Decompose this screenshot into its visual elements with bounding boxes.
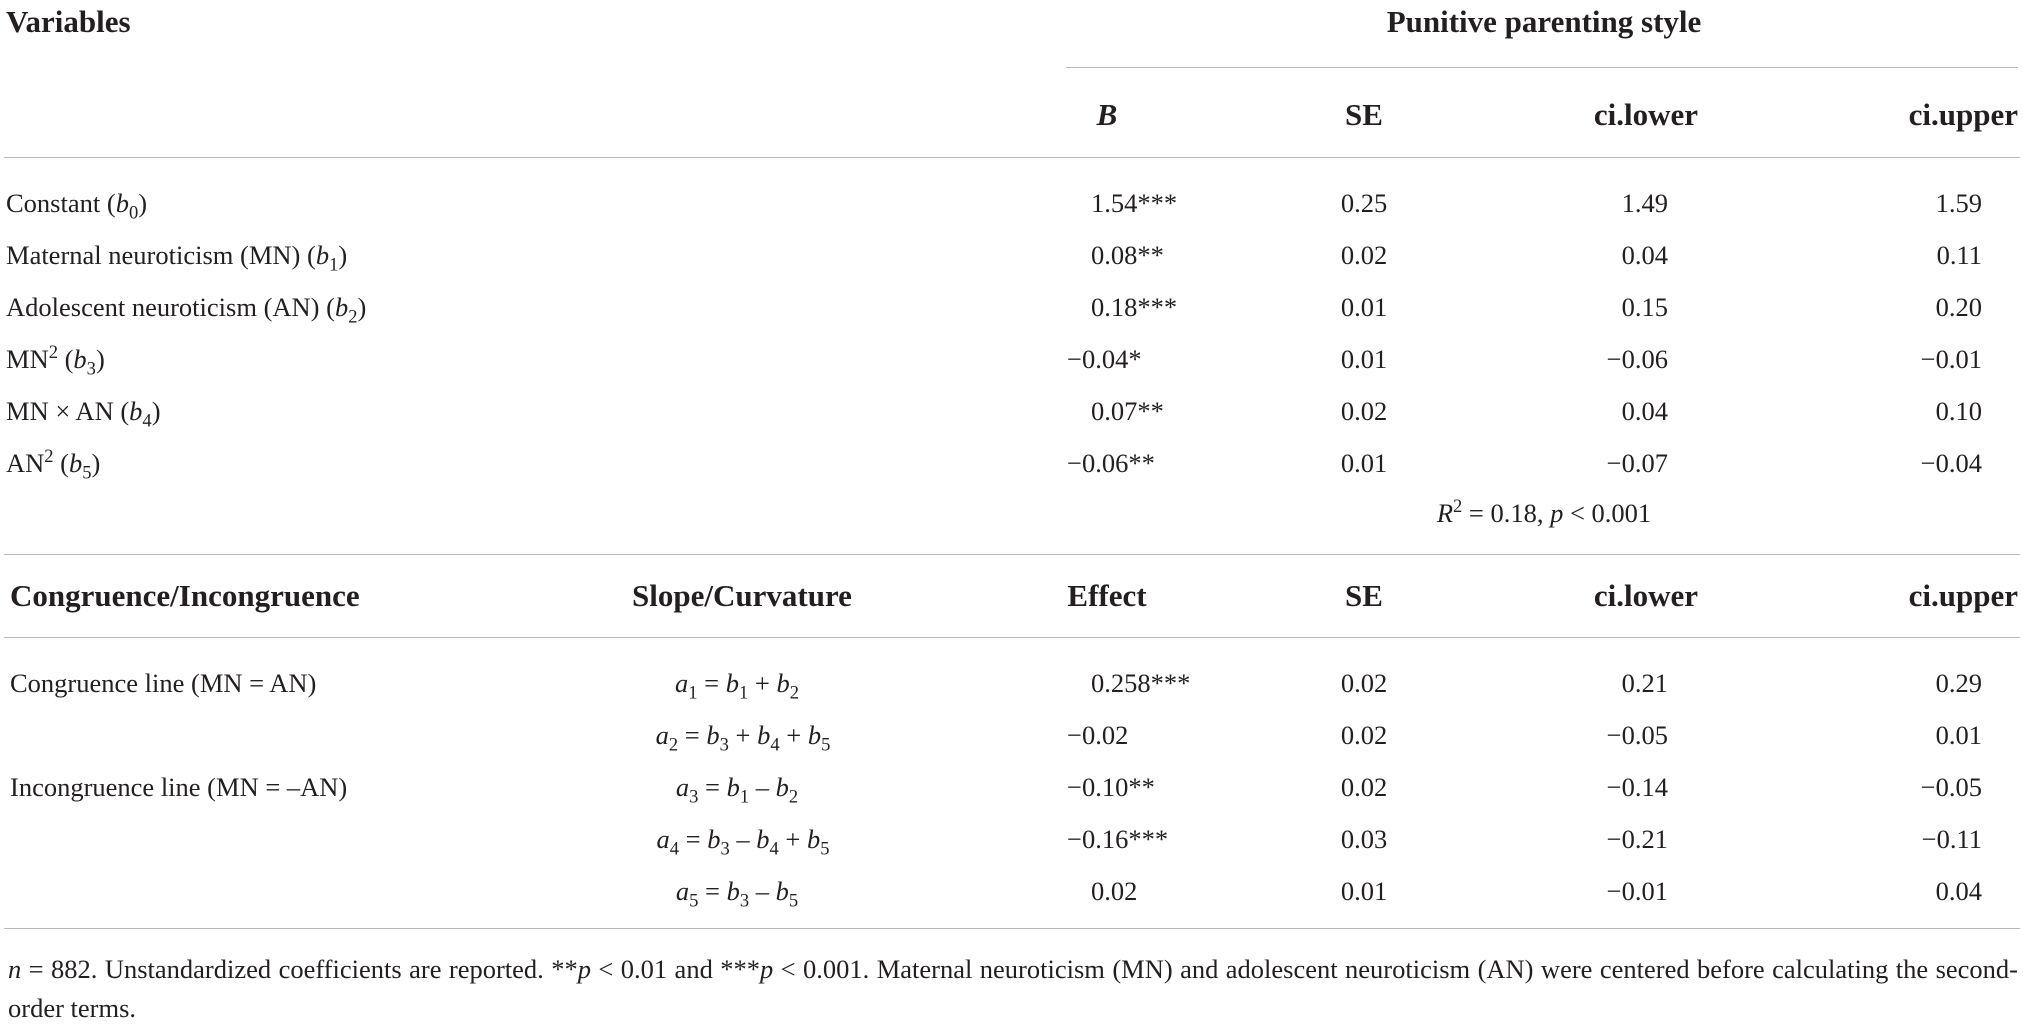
cell-se: 0.01 xyxy=(1340,876,1388,906)
cell-ci-upper: −0.04 xyxy=(1920,448,1982,478)
cell-ci-lower: 0.04 xyxy=(1621,240,1668,270)
row-label: $AN^2$ $(b_5)$ xyxy=(6,446,101,484)
header-congruence: Congruence/Incongruence xyxy=(10,578,360,613)
row-group: Incongruence line (MN = –AN) xyxy=(10,772,348,802)
header-punitive-parenting-style: Punitive parenting style xyxy=(1386,4,1702,39)
section-rule xyxy=(4,554,2020,555)
row-label: Adolescent neuroticism (AN) $(b_2)$ xyxy=(6,292,367,328)
row-label: MN × AN $(b_4)$ xyxy=(6,396,161,432)
group-rule xyxy=(1066,67,2018,68)
row-formula: $a_5 = b_3 - b_5$ xyxy=(675,876,799,912)
cell-se: 0.02 xyxy=(1340,240,1388,270)
cell-ci-lower: −0.01 xyxy=(1606,876,1668,906)
cell-ci-upper: −0.11 xyxy=(1921,824,1982,854)
cell-ci-upper: 1.59 xyxy=(1935,188,1982,218)
cell-se: 0.01 xyxy=(1340,448,1388,478)
header-rule xyxy=(4,157,2020,158)
cell-b: 0.18*** xyxy=(1091,292,1178,322)
header-se-2: SE xyxy=(1345,578,1383,613)
r-squared-line: $R^2 = 0.18$, p < 0.001 xyxy=(1436,496,1652,528)
cell-b: 0.08** xyxy=(1091,240,1164,270)
cell-b: 0.07** xyxy=(1091,396,1164,426)
cell-ci-lower: −0.05 xyxy=(1606,720,1668,750)
table-footnote: n = 882. Unstandardized coefficients are reported. **p < 0.01 and ***p < 0.001. Maternal neuroticism (MN) and adolescent neuroticism (AN) were centered before calculating the second-order terms. xyxy=(8,954,2018,1023)
cell-ci-upper: 0.20 xyxy=(1935,292,1982,322)
cell-effect: −0.16*** xyxy=(1067,824,1169,854)
cell-se: 0.25 xyxy=(1340,188,1388,218)
cell-se: 0.02 xyxy=(1340,772,1388,802)
cell-ci-lower: 1.49 xyxy=(1621,188,1668,218)
cell-ci-lower: 0.15 xyxy=(1621,292,1668,322)
cell-effect: 0.258*** xyxy=(1091,668,1191,698)
cell-ci-lower: −0.06 xyxy=(1606,344,1668,374)
cell-se: 0.01 xyxy=(1340,292,1388,322)
cell-ci-upper: 0.10 xyxy=(1935,396,1982,426)
header-effect: Effect xyxy=(1067,578,1147,613)
header-se: SE xyxy=(1345,97,1383,132)
row-formula: $a_2 = b_3 + b_4 + b_5$ xyxy=(655,720,831,756)
row-label: $MN^2$ $(b_3)$ xyxy=(6,342,105,380)
row-formula: $a_4 = b_3 - b_4 + b_5$ xyxy=(656,824,830,860)
cell-ci-upper: −0.01 xyxy=(1920,344,1982,374)
cell-ci-lower: −0.21 xyxy=(1606,824,1668,854)
cell-effect: −0.10** xyxy=(1067,772,1155,802)
row-formula: $a_3 = b_1 - b_2$ xyxy=(675,772,799,808)
cell-se: 0.03 xyxy=(1340,824,1388,854)
cell-ci-upper: 0.04 xyxy=(1935,876,1982,906)
cell-ci-upper: 0.01 xyxy=(1935,720,1982,750)
row-label: Constant $(b_0)$ xyxy=(6,188,148,224)
row-group: Congruence line (MN = AN) xyxy=(10,668,317,698)
footer-rule xyxy=(4,928,2020,929)
header-b: B xyxy=(1096,97,1118,132)
header-ci-upper: ci.upper xyxy=(1908,97,2018,132)
cell-ci-upper: 0.11 xyxy=(1936,240,1982,270)
cell-effect: −0.02 xyxy=(1067,720,1129,750)
row-label: Maternal neuroticism (MN) $(b_1)$ xyxy=(6,240,348,276)
row-formula: $a_1 = b_1 + b_2$ xyxy=(675,668,799,704)
cell-ci-upper: 0.29 xyxy=(1935,668,1982,698)
cell-b: −0.04* xyxy=(1067,344,1142,374)
header-ci-lower: ci.lower xyxy=(1593,97,1698,132)
cell-se: 0.02 xyxy=(1340,720,1388,750)
header-ci-lower-2: ci.lower xyxy=(1593,578,1698,613)
cell-ci-lower: −0.14 xyxy=(1606,772,1668,802)
cell-ci-lower: −0.07 xyxy=(1606,448,1668,478)
header-variables: Variables xyxy=(6,4,131,39)
cell-b: 1.54*** xyxy=(1091,188,1178,218)
cell-effect: 0.02 xyxy=(1091,876,1138,906)
cell-se: 0.02 xyxy=(1340,396,1388,426)
header-ci-upper-2: ci.upper xyxy=(1908,578,2018,613)
cell-ci-lower: 0.21 xyxy=(1621,668,1668,698)
cell-ci-lower: 0.04 xyxy=(1621,396,1668,426)
header-rule-2 xyxy=(4,637,2020,638)
cell-b: −0.06** xyxy=(1067,448,1155,478)
cell-ci-upper: −0.05 xyxy=(1920,772,1982,802)
cell-se: 0.01 xyxy=(1340,344,1388,374)
header-slope-curvature: Slope/Curvature xyxy=(632,578,852,613)
cell-se: 0.02 xyxy=(1340,668,1388,698)
